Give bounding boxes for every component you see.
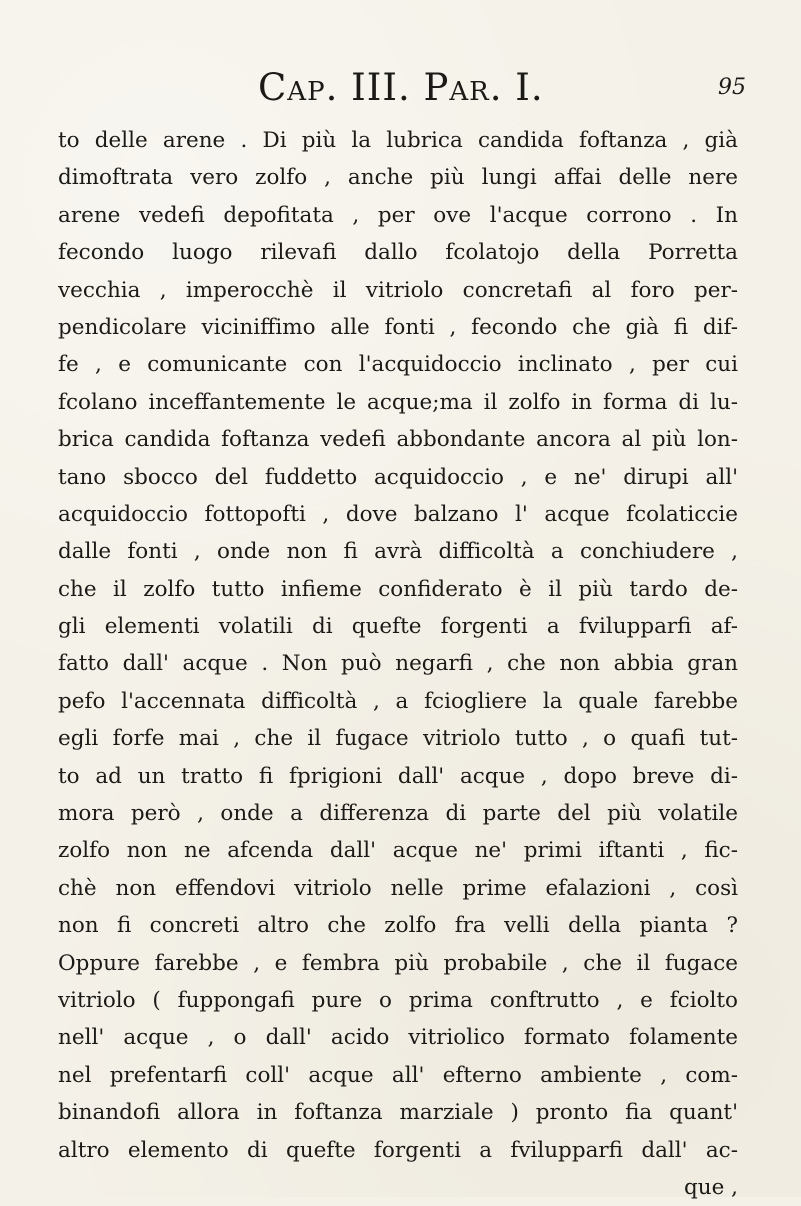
text-line-11: acquidoccio fottopofti , dove balzano l' acque fcolaticcie: [58, 501, 738, 527]
text-line-8: fcolano inceffantemente le acque;ma il zolfo in forma di lu-: [58, 389, 738, 415]
text-line-22: non fi concreti altro che zolfo fra velli della pianta ?: [58, 913, 738, 939]
text-line-6: pendicolare viciniffimo alle fonti , fecondo che già fi dif-: [58, 314, 738, 340]
text-line-27: binandofi allora in foftanza marziale ) pronto fia quant': [58, 1100, 738, 1126]
text-line-9: brica candida foftanza vedefi abbondante ancora al più lon-: [58, 427, 738, 453]
page-number: 95: [718, 75, 746, 100]
catchword-line: que ,: [683, 1174, 738, 1200]
text-line-13: che il zolfo tutto infieme confiderato è il più tardo de-: [58, 576, 738, 602]
text-line-7: fe , e comunicante con l'acquidoccio inclinato , per cui: [58, 352, 738, 378]
text-line-20: zolfo non ne afcenda dall' acque ne' primi iftanti , fic-: [58, 838, 738, 864]
text-line-19: mora però , onde a differenza di parte del più volatile: [58, 801, 738, 827]
text-line-4: fecondo luogo rilevafi dallo fcolatojo della Porretta: [58, 240, 738, 266]
text-line-3: arene vedefi depofitata , per ove l'acque corrono . In: [58, 202, 738, 228]
text-line-12: dalle fonti , onde non fi avrà difficoltà a conchiudere ,: [58, 539, 738, 565]
text-line-5: vecchia , imperocchè il vitriolo concretafi al foro per-: [58, 277, 738, 303]
text-line-23: Oppure farebbe , e fembra più probabile , che il fugace: [58, 950, 738, 976]
text-line-18: to ad un tratto fi fprigioni dall' acque , dopo breve di-: [58, 763, 738, 789]
text-line-2: dimoftrata vero zolfo , anche più lungi affai delle nere: [58, 165, 738, 191]
text-line-28: altro elemento di quefte forgenti a fvilupparfi dall' ac-: [58, 1137, 738, 1163]
running-head: Cap. III. Par. I.: [258, 66, 544, 109]
text-line-14: gli elementi volatili di quefte forgenti a fvilupparfi af-: [58, 614, 738, 640]
text-line-26: nel prefentarfi coll' acque all' efterno ambiente , com-: [58, 1062, 738, 1088]
text-line-17: egli forfe mai , che il fugace vitriolo tutto , o quafi tut-: [58, 726, 738, 752]
text-line-24: vitriolo ( fuppongafi pure o prima conftrutto , e fciolto: [58, 987, 738, 1013]
text-line-16: pefo l'accennata difficoltà , a fciogliere la quale farebbe: [58, 688, 738, 714]
text-line-10: tano sbocco del fuddetto acquidoccio , e ne' dirupi all': [58, 464, 738, 490]
text-line-25: nell' acque , o dall' acido vitriolico formato folamente: [58, 1025, 738, 1051]
body-text: [58, 122, 738, 1206]
text-line-1: to delle arene . Di più la lubrica candida foftanza , già: [58, 128, 738, 153]
text-line-15: fatto dall' acque . Non può negarfi , che non abbia gran: [58, 651, 738, 677]
page-header: [0, 58, 801, 118]
text-line-21: chè non effendovi vitriolo nelle prime efalazioni , così: [58, 875, 738, 901]
